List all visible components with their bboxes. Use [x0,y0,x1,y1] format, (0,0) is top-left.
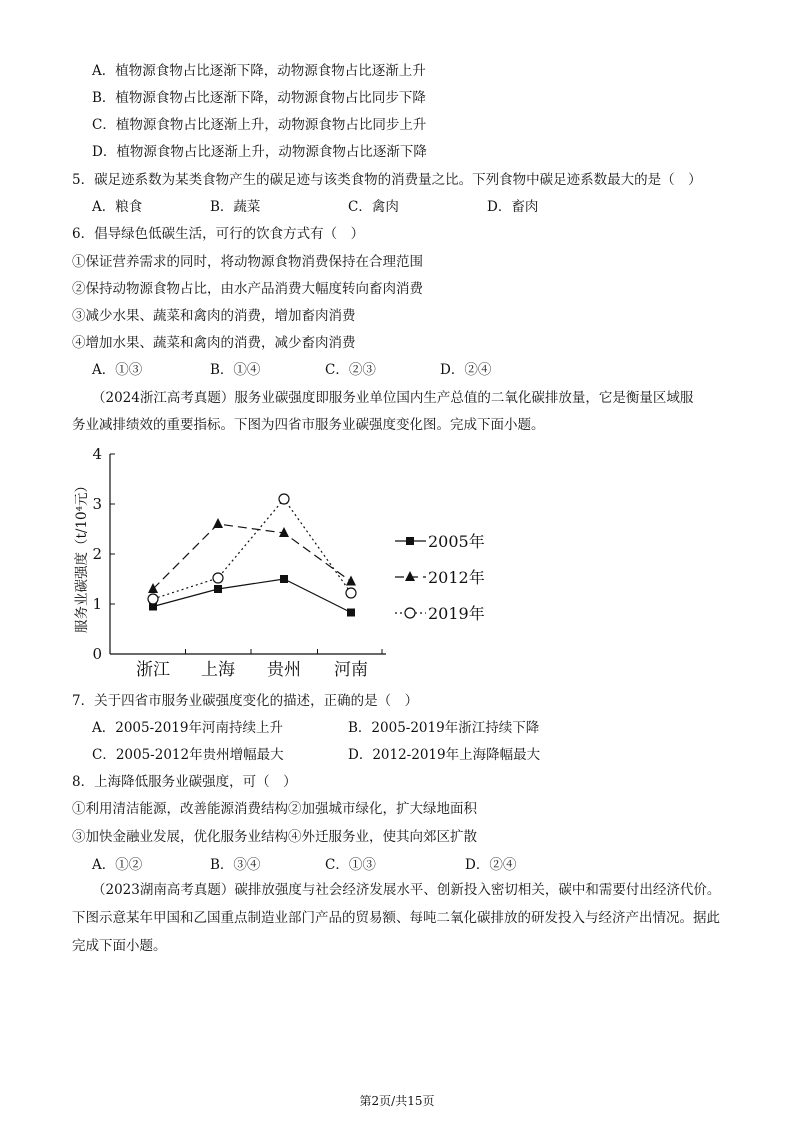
y-tick-label: 1 [92,595,102,613]
q8-item-row1: ①利用清洁能源，改善能源消费结构②加强城市绿化，扩大绿地面积 [72,801,477,817]
q6-option-c: C．②③ [325,362,376,378]
q8-item-row2: ③加快金融业发展，优化服务业结构④外迁服务业，使其向郊区扩散 [72,829,477,845]
data-point-1-0 [148,583,158,593]
q7-option-d: D．2012-2019年上海降幅最大 [348,747,541,763]
legend-marker-0 [406,537,414,545]
q6-item-3: ③减少水果、蔬菜和禽肉的消费，增加畜肉消费 [72,308,356,324]
y-tick-label: 2 [92,545,102,563]
legend-marker-1 [405,571,415,581]
q7-option-b: B．2005-2019年浙江持续下降 [348,720,540,736]
intro-2024-line1: （2024浙江高考真题）服务业碳强度即服务业单位国内生产总值的二氧化碳排放量，它是衡量区域服 [92,390,694,406]
series-line-1 [153,524,351,589]
data-point-2-0 [148,594,158,604]
intro-2023-paragraph: （2023湖南高考真题）碳排放强度与社会经济发展水平、创新投入密切相关，碳中和需要付出经济代价。下图示意某年甲国和乙国重点制造业部门产品的贸易额、每吨二氧化碳排放的研发投入与经济产出情况。据此完成下面小题。 [72,882,721,954]
x-category-label: 上海 [201,660,235,680]
q8-option-d: D．②④ [465,857,517,873]
q7-option-a: A．2005-2019年河南持续上升 [92,720,284,736]
intro-2024-line2: 务业减排绩效的重要指标。下图为四省市服务业碳强度变化图。完成下面小题。 [72,417,545,433]
data-point-1-1 [213,518,223,528]
q6-item-4: ④增加水果、蔬菜和禽肉的消费，减少畜肉消费 [72,335,356,351]
q5-option-c: C．禽肉 [348,199,399,215]
y-tick-label: 3 [92,495,102,513]
q6-option-d: D．②④ [440,362,492,378]
data-point-2-2 [279,494,289,504]
q6-item-2: ②保持动物源食物占比，由水产品消费大幅度转向畜肉消费 [72,281,423,297]
q4-option-a: A．植物源食物占比逐渐下降，动物源食物占比逐渐上升 [92,63,426,79]
q4-option-b: B．植物源食物占比逐渐下降，动物源食物占比同步下降 [92,90,426,106]
data-point-0-1 [214,585,222,593]
data-point-0-2 [280,575,288,583]
y-tick-label: 0 [92,645,102,663]
q8-option-b: B．③④ [210,857,261,873]
x-category-label: 贵州 [267,660,301,680]
x-category-label: 河南 [334,660,368,680]
q5-option-b: B．蔬菜 [210,199,261,215]
q5-stem: 5．碳足迹系数为某类食物产生的碳足迹与该类食物的消费量之比。下列食物中碳足迹系数最大的是（ ） [72,172,702,188]
carbon-intensity-line-chart [70,440,510,685]
q5-option-d: D．畜肉 [487,199,539,215]
data-point-1-3 [346,576,356,586]
x-category-label: 浙江 [136,660,170,680]
data-point-2-1 [213,573,223,583]
y-axis-label: 服务业碳强度（t/10⁴元） [74,478,90,634]
q8-stem: 8．上海降低服务业碳强度，可（ ） [72,774,297,790]
y-tick-label: 4 [92,445,102,463]
legend-marker-2 [405,608,415,618]
q8-option-c: C．①③ [325,857,376,873]
q6-option-b: B．①④ [210,362,261,378]
data-point-0-3 [347,609,355,617]
q7-stem: 7．关于四省市服务业碳强度变化的描述，正确的是（ ） [72,693,419,709]
legend-label-0: 2005年 [428,532,485,551]
q5-option-a: A．粮食 [92,199,143,215]
q6-option-a: A．①③ [92,362,143,378]
q6-stem: 6．倡导绿色低碳生活，可行的饮食方式有（ ） [72,226,365,242]
series-line-0 [153,579,351,613]
legend-label-1: 2012年 [428,568,485,587]
q8-option-a: A．①② [92,857,143,873]
page-footer: 第2页/共15页 [359,1094,435,1108]
q7-option-c: C．2005-2012年贵州增幅最大 [92,747,284,763]
q4-option-d: D．植物源食物占比逐渐上升，动物源食物占比逐渐下降 [92,144,427,160]
data-point-2-3 [346,588,356,598]
legend-label-2: 2019年 [428,604,485,623]
q4-option-c: C．植物源食物占比逐渐上升，动物源食物占比同步上升 [92,117,427,133]
q6-item-1: ①保证营养需求的同时，将动物源食物消费保持在合理范围 [72,254,423,270]
